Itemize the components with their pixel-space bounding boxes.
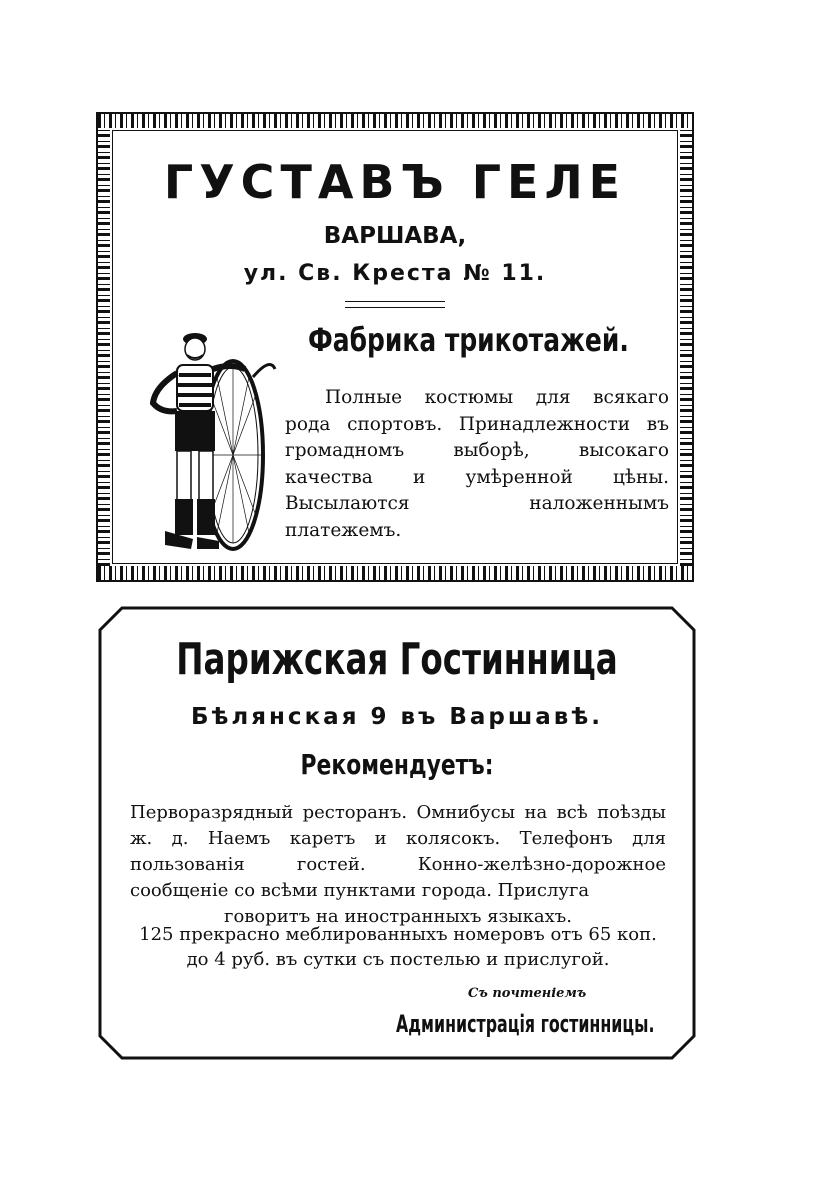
hotel-name: Парижская Гостинница <box>176 634 618 685</box>
product-description: Полные костюмы для всякаго рода спортовъ. Принадлежности въ громадномъ выборѣ, высокаго качества и умѣренной цѣны. Высылаются наложеннымъ платежемъ. <box>285 387 669 541</box>
ornamental-border-left <box>98 128 110 566</box>
services-last-line: говоритъ на иностранныхъ языкахъ. <box>224 906 572 927</box>
services-text <box>130 800 666 930</box>
city-name: ВАРШАВА, <box>323 223 467 249</box>
ornamental-border-top <box>98 114 692 128</box>
ornamental-border-bottom <box>98 566 692 580</box>
administration-signature: Администрація гостинницы. <box>396 1010 655 1038</box>
advertisement-panel <box>112 130 678 564</box>
ornamental-border-right <box>680 128 692 566</box>
recommends-heading: Рекомендуетъ: <box>300 748 494 781</box>
services-main: Перворазрядный ресторанъ. Омнибусы на всѣ поѣзды ж. д. Наемъ каретъ и колясокъ. Телефонъ для пользованія гостей. Конно-желѣзно-дорожное сообщеніе со всѣми пунктами города. Прислуга <box>130 802 666 901</box>
regards-line: Съ почтеніемъ <box>468 986 587 1001</box>
cyclist-illustration <box>125 317 285 557</box>
company-name: ГУСТАВЪ ГЕЛЕ <box>163 155 627 209</box>
rooms-pricing-text: 125 прекрасно меблированныхъ номеровъ отъ 65 коп. до 4 руб. въ сутки съ постелью и прислугой. <box>139 924 657 970</box>
glove-factory-advertisement <box>96 112 694 582</box>
street-address: ул. Св. Креста № 11. <box>243 261 547 286</box>
hotel-address: Бѣлянская 9 въ Варшавѣ. <box>190 704 604 730</box>
divider-rule <box>345 301 445 308</box>
business-heading: Фабрика трикотажей. <box>308 321 629 359</box>
hotel-advertisement <box>98 606 696 1060</box>
